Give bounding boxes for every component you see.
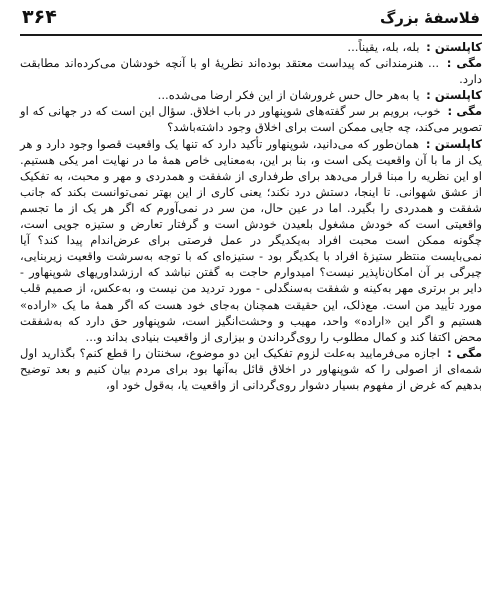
- paragraph-text: ... هنرمندانی که پیداست معتقد بوده‌اند نظریهٔ او با آنچه خودشان می‌کرده‌اند مطابقت دارد.: [20, 56, 482, 87]
- speaker-label: مگی :: [447, 345, 482, 360]
- speaker-label: کاپلستن :: [426, 88, 482, 103]
- speaker-label: مگی :: [447, 104, 482, 119]
- paragraph-text: یا به‌هر حال حس غرورشان از این فکر ارضا می‌شده...: [157, 88, 420, 103]
- paragraph-text: اجازه می‌فرمایید به‌علت لزوم تفکیک این دو موضوع، سخنتان را قطع کنم؟ بگذارید اول شمه‌ای از اصولی را که شوپنهاور در اخلاق قائل به‌آنها بود برای مردم بیان کنیم و بعد توضیح بدهیم که غرض از مفهوم بسیار دشوار روی‌گردانی از واقعیت یا، به‌قول خود او،: [20, 345, 482, 392]
- book-title: فلاسفهٔ بزرگ: [379, 9, 480, 27]
- dialogue-paragraph: [20, 103, 482, 135]
- dialogue-paragraph: [20, 39, 482, 55]
- dialogue-paragraph: [20, 136, 482, 345]
- dialogue-paragraph: [20, 345, 482, 393]
- paragraph-text: خوب، برویم بر سر گفته‌های شوپنهاور در باب اخلاق. سؤال این است که در جهانی که او تصویر می‌کند، چه جایی ممکن است برای اخلاق وجود داشته‌باشد؟: [20, 104, 482, 135]
- book-page: [20, 6, 482, 596]
- dialogue-body: [20, 39, 482, 393]
- paragraph-text: همان‌طور که می‌دانید، شوپنهاور تأکید دارد که تنها یک واقعیت قصوا وجود دارد و هر یک از ما با آن واقعیت یکی است و، بنا بر این، به‌معنایی خاص همهٔ ما در نهایت امر یکی هستیم. او این نظریه را مبنا قرار می‌دهد برای طرفداری از شفقت و همدردی و مهر و محبت، به تفکیک از عشق شهوانی. تا اینجا، دستش درد نکند؛ یعنی کاری از این بهتر نمی‌توانست بکند که جانب شفقت و همدردی را بگیرد. اما در عین حال، من سر در نمی‌آورم که اگر هر یک از ما تجسم واقعیتی است که خودش مشغول بلعیدن خودش است و گرفتار تعارض و ستیزه جویی است، چگونه ممکن است محبت افراد به‌یکدیگر در عمل فرصتی برای عرض‌اندام پیدا کند؟ آیا نمی‌بایست منتظر ستیزهٔ افراد با یکدیگر بود - ستیزه‌ای که با توجه به‌سرشت واقعیت زیربنایی، چیرگی بر آن امکان‌ناپذیر نیست؟ امیدوارم حاجت به گفتن نباشد که ارزشداوریهای شوپنهاور - داير بر برتری مهر به‌کینه و شفقت به‌سنگدلی - مورد تردید من نیست و، به‌عکس، از صمیم قلب مورد تأیید من است. مع‌ذلک، این حقیقت همچنان به‌جای خود هست که اگر همهٔ ما یک «اراده» هستیم و اگر این «اراده» واحد، مهیب و وحشت‌انگیز است، شوپنهاور حق دارد که به‌شفقت محض اکتفا کند و کمال مطلوب را روی‌گرداندن و بیزاری از واقعیت بنیادی بداند و...: [20, 136, 482, 344]
- running-head: [20, 6, 482, 36]
- speaker-label: کاپلستن :: [425, 136, 482, 151]
- speaker-label: کاپلستن :: [426, 40, 482, 54]
- dialogue-paragraph: [20, 55, 482, 87]
- page-number: ۳۶۴: [22, 6, 57, 28]
- dialogue-paragraph: [20, 87, 482, 103]
- paragraph-text: بله، بله، یقیناً...: [347, 40, 420, 54]
- speaker-label: مگی :: [446, 56, 483, 71]
